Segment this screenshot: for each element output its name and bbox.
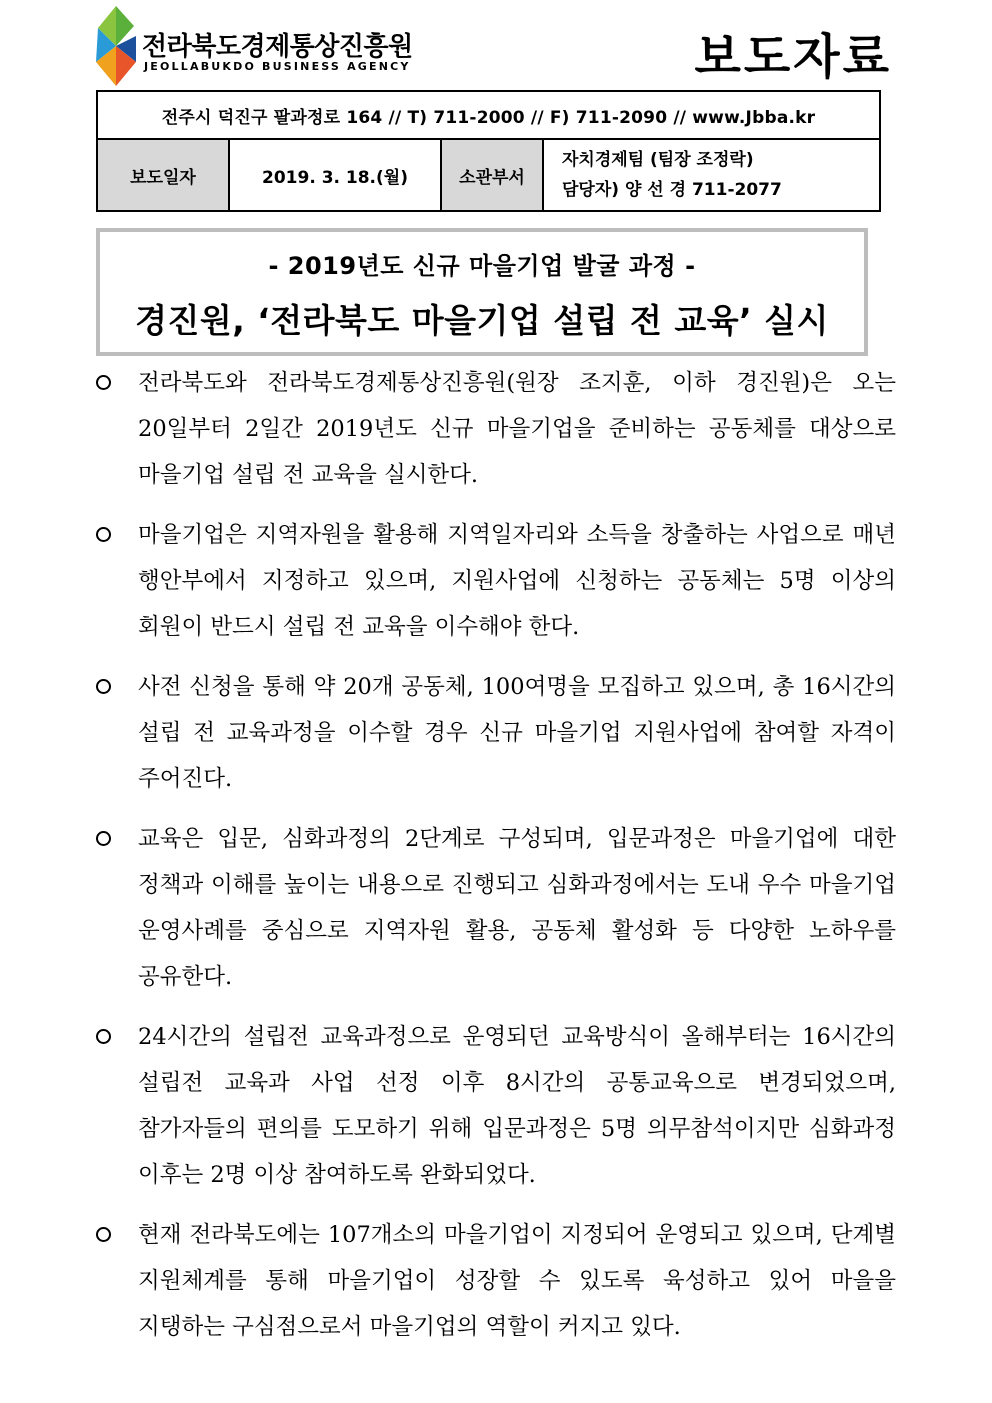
logo-emblem-icon — [92, 6, 140, 88]
org-name-english: JEOLLABUKDO BUSINESS AGENCY — [144, 60, 411, 73]
org-logo — [92, 6, 412, 88]
paragraph-text: 사전 신청을 통해 약 20개 공동체, 100여명을 모집하고 있으며, 총 16시간의 설립 전 교육과정을 이수할 경우 신규 마을기업 지원사업에 참여할 자격이 주어진다. — [138, 674, 896, 792]
paragraph-item — [96, 816, 896, 1000]
paragraph-item — [96, 512, 896, 650]
circle-bullet-icon — [96, 1227, 111, 1242]
article-body — [96, 360, 896, 1364]
org-name-korean: 전라북도경제통상진흥원 — [142, 32, 413, 62]
headline-subtitle: - 2019년도 신규 마을기업 발굴 과정 - — [268, 252, 696, 280]
headline-title: 경진원, ‘전라북도 마을기업 설립 전 교육’ 실시 — [135, 301, 829, 340]
paragraph-text: 전라북도와 전라북도경제통상진흥원(원장 조지훈, 이하 경진원)은 오는 20일부터 2일간 2019년도 신규 마을기업을 준비하는 공동체를 대상으로 마을기업 설립 전 교육을 실시한다. — [138, 370, 896, 488]
circle-bullet-icon — [96, 831, 111, 846]
paragraph-item — [96, 664, 896, 802]
address-line: 전주시 덕진구 팔과정로 164 // T) 711-2000 // F) 711-2090 // www.Jbba.kr — [97, 91, 880, 139]
paragraph-item — [96, 1014, 896, 1198]
paragraph-text: 24시간의 설립전 교육과정으로 운영되던 교육방식이 올해부터는 16시간의 설립전 교육과 사업 선정 이후 8시간의 공통교육으로 변경되었으며, 참가자들의 편의를 도모하기 위해 입문과정은 5명 의무참석이지만 심화과정 이후는 2명 이상 참여하도록 완화되었다. — [138, 1024, 896, 1188]
paragraph-item — [96, 1212, 896, 1350]
department-team: 자치경제팀 (팀장 조정락) — [562, 150, 754, 170]
department-label: 소관부서 — [441, 139, 543, 211]
circle-bullet-icon — [96, 679, 111, 694]
headline-box — [96, 228, 868, 356]
release-date-value: 2019. 3. 18.(월) — [229, 139, 441, 211]
paragraph-text: 현재 전라북도에는 107개소의 마을기업이 지정되어 운영되고 있으며, 단계별 지원체계를 통해 마을기업이 성장할 수 있도록 육성하고 있어 마을을 지탱하는 구심점으로서 마을기업의 역할이 커지고 있다. — [138, 1222, 896, 1340]
paragraph-text: 마을기업은 지역자원을 활용해 지역일자리와 소득을 창출하는 사업으로 매년 행안부에서 지정하고 있으며, 지원사업에 신청하는 공동체는 5명 이상의 회원이 반드시 설립 전 교육을 이수해야 한다. — [138, 522, 896, 640]
circle-bullet-icon — [96, 527, 111, 542]
document-type-title: 보도자료 — [694, 29, 892, 85]
release-date-label: 보도일자 — [97, 139, 229, 211]
paragraph-text: 교육은 입문, 심화과정의 2단계로 구성되며, 입문과정은 마을기업에 대한 정책과 이해를 높이는 내용으로 진행되고 심화과정에서는 도내 우수 마을기업 운영사례를 중심으로 지역자원 활용, 공동체 활성화 등 다양한 노하우를 공유한다. — [138, 826, 896, 990]
paragraph-item — [96, 360, 896, 498]
department-info — [543, 139, 880, 211]
circle-bullet-icon — [96, 375, 111, 390]
circle-bullet-icon — [96, 1029, 111, 1044]
contact-info-table — [96, 90, 881, 212]
department-contact: 담당자) 양 선 경 711-2077 — [562, 180, 782, 200]
